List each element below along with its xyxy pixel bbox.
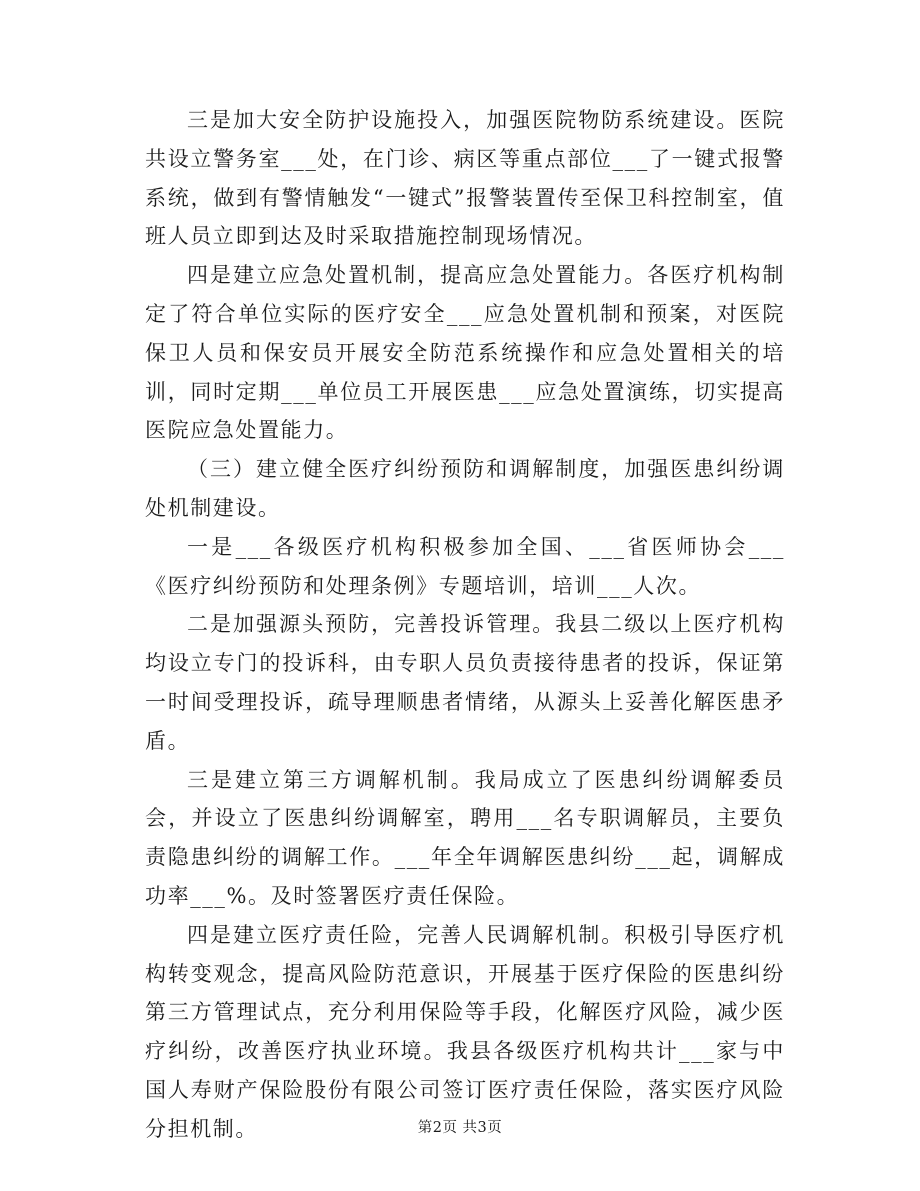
paragraph-liability-insurance: 四是建立医疗责任险，完善人民调解机制。积极引导医疗机构转变观念，提高风险防范意识，开展基于医疗保险的医患纠纷第三方管理试点，充分利用保险等手段，化解医疗风险，减少医疗纠纷，改善医疗执业环境。我县各级医疗机构共计___家与中国人寿财产保险股份有限公司签订医疗责任保险，落实医疗风险分担机制。	[145, 922, 785, 1141]
page-number-footer: 第2页 共3页	[417, 1120, 503, 1136]
paragraph-training: 一是___各级医疗机构积极参加全国、___省医师协会___《医疗纠纷预防和处理条例》专题培训，培训___人次。	[145, 534, 785, 598]
section-heading-dispute-prevention: （三）建立健全医疗纠纷预防和调解制度，加强医患纠纷调处机制建设。	[145, 457, 785, 520]
document-body	[145, 101, 785, 1149]
paragraph-security-facilities: 三是加大安全防护设施投入，加强医院物防系统建设。医院共设立警务室___处，在门诊、病区等重点部位___了一键式报警系统，做到有警情触发“一键式”报警装置传至保卫科控制室，值班人员立即到达及时采取措施控制现场情况。	[145, 108, 785, 249]
paragraph-complaint-management: 二是加强源头预防，完善投诉管理。我县二级以上医疗机构均设立专门的投诉科，由专职人员负责接待患者的投诉，保证第一时间受理投诉，疏导理顺患者情绪，从源头上妥善化解医患矛盾。	[145, 612, 785, 753]
paragraph-third-party-mediation: 三是建立第三方调解机制。我局成立了医患纠纷调解委员会，并设立了医患纠纷调解室，聘用___名专职调解员，主要负责隐患纠纷的调解工作。___年全年调解医患纠纷___起，调解成功率___%。及时签署医疗责任保险。	[145, 767, 785, 908]
paragraph-emergency-mechanism: 四是建立应急处置机制，提高应急处置能力。各医疗机构制定了符合单位实际的医疗安全___应急处置机制和预案，对医院保卫人员和保安员开展安全防范系统操作和应急处置相关的培训，同时定期___单位员工开展医患___应急处置演练，切实提高医院应急处置能力。	[145, 263, 785, 443]
